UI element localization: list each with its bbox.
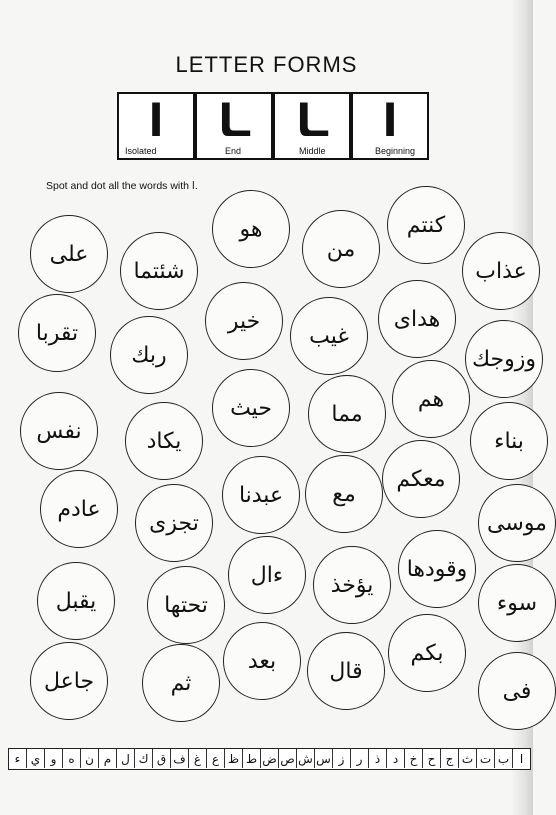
alphabet-letter: م (98, 749, 116, 768)
form-box-end (195, 92, 273, 160)
alphabet-letter: ع (206, 749, 224, 768)
word-circle[interactable]: بناء (470, 402, 548, 480)
alphabet-letter: ح (422, 749, 440, 768)
alphabet-letter: ق (152, 749, 170, 768)
form-label: Middle (299, 146, 326, 156)
word-circle[interactable]: من (302, 210, 380, 288)
word-circle[interactable]: هم (392, 360, 470, 438)
form-glyph: ا (382, 96, 398, 147)
alphabet-letter: ص (278, 749, 296, 768)
alphabet-letter: ث (458, 749, 476, 768)
word-circle[interactable]: يقبل (37, 562, 115, 640)
form-label: End (225, 146, 242, 156)
word-circle[interactable]: حيث (212, 369, 290, 447)
alphabet-letter: ا (512, 749, 530, 768)
word-circle[interactable]: يكاد (125, 402, 203, 480)
alphabet-letter: ف (170, 749, 188, 768)
alphabet-letter: و (44, 749, 62, 768)
word-circle[interactable]: هو (212, 190, 290, 268)
alphabet-letter: ه (62, 749, 80, 768)
alphabet-letter: د (386, 749, 404, 768)
alphabet-letter: س (314, 749, 332, 768)
form-box-beginning (351, 92, 429, 160)
word-circle[interactable]: موسى (478, 484, 556, 562)
alphabet-letter: ي (26, 749, 44, 768)
alphabet-letter: ش (296, 749, 314, 768)
word-circle[interactable]: تحتها (147, 566, 225, 644)
word-circle[interactable]: غيب (290, 297, 368, 375)
word-circle[interactable]: هداى (378, 280, 456, 358)
form-glyph: ـا (218, 96, 250, 147)
word-circle[interactable]: وزوجك (465, 320, 543, 398)
word-circle[interactable]: على (30, 215, 108, 293)
word-circle[interactable]: يؤخذ (313, 546, 391, 624)
word-circle[interactable]: تقربا (18, 294, 96, 372)
alphabet-letter: ء (14, 751, 21, 766)
word-circle[interactable]: معكم (382, 440, 460, 518)
word-circle[interactable]: خير (205, 282, 283, 360)
form-glyph: ا (148, 96, 164, 147)
instruction-text: Spot and dot all the words with ا. (46, 180, 198, 192)
alphabet-letter: ب (494, 749, 512, 768)
word-circle[interactable]: مما (308, 375, 386, 453)
word-circle[interactable]: بكم (388, 614, 466, 692)
word-circle[interactable]: جاعل (30, 642, 108, 720)
alphabet-letter: خ (404, 749, 422, 768)
word-circle[interactable]: قال (307, 632, 385, 710)
word-circle[interactable]: تجزى (135, 484, 213, 562)
alphabet-letter: ك (134, 749, 152, 768)
word-circle[interactable]: وقودها (398, 530, 476, 608)
alphabet-letter: ر (350, 749, 368, 768)
word-circle[interactable]: كنتم (387, 186, 465, 264)
word-circle[interactable]: ثم (142, 644, 220, 722)
alphabet-letter: ض (260, 749, 278, 768)
alphabet-letter: ج (440, 749, 458, 768)
alphabet-letter: غ (188, 749, 206, 768)
alphabet-strip (8, 748, 531, 770)
word-circle[interactable]: شئتما (120, 232, 198, 310)
word-circle[interactable]: عبدنا (222, 456, 300, 534)
word-circle[interactable]: عادم (40, 470, 118, 548)
word-circle[interactable]: نفس (20, 392, 98, 470)
alphabet-letter: ن (80, 749, 98, 768)
alphabet-letter: ز (332, 749, 350, 768)
word-circle[interactable]: بعد (223, 622, 301, 700)
form-label: Isolated (125, 146, 157, 156)
word-circle[interactable]: مع (305, 455, 383, 533)
word-circle[interactable]: ءال (228, 536, 306, 614)
word-circle[interactable]: عذاب (462, 232, 540, 310)
alphabet-letter: ذ (368, 749, 386, 768)
form-box-middle (273, 92, 351, 160)
word-circle[interactable]: ربك (110, 316, 188, 394)
alphabet-letter: ظ (224, 749, 242, 768)
page-title: LETTER FORMS (175, 52, 358, 77)
alphabet-letter: ت (476, 749, 494, 768)
word-circle[interactable]: سوء (478, 564, 556, 642)
word-circle[interactable]: فى (478, 652, 556, 730)
alphabet-letter: ط (242, 749, 260, 768)
form-box-isolated (117, 92, 195, 160)
alphabet-letter: ل (116, 749, 134, 768)
form-label: Beginning (375, 146, 416, 156)
form-glyph: ـا (296, 96, 328, 147)
